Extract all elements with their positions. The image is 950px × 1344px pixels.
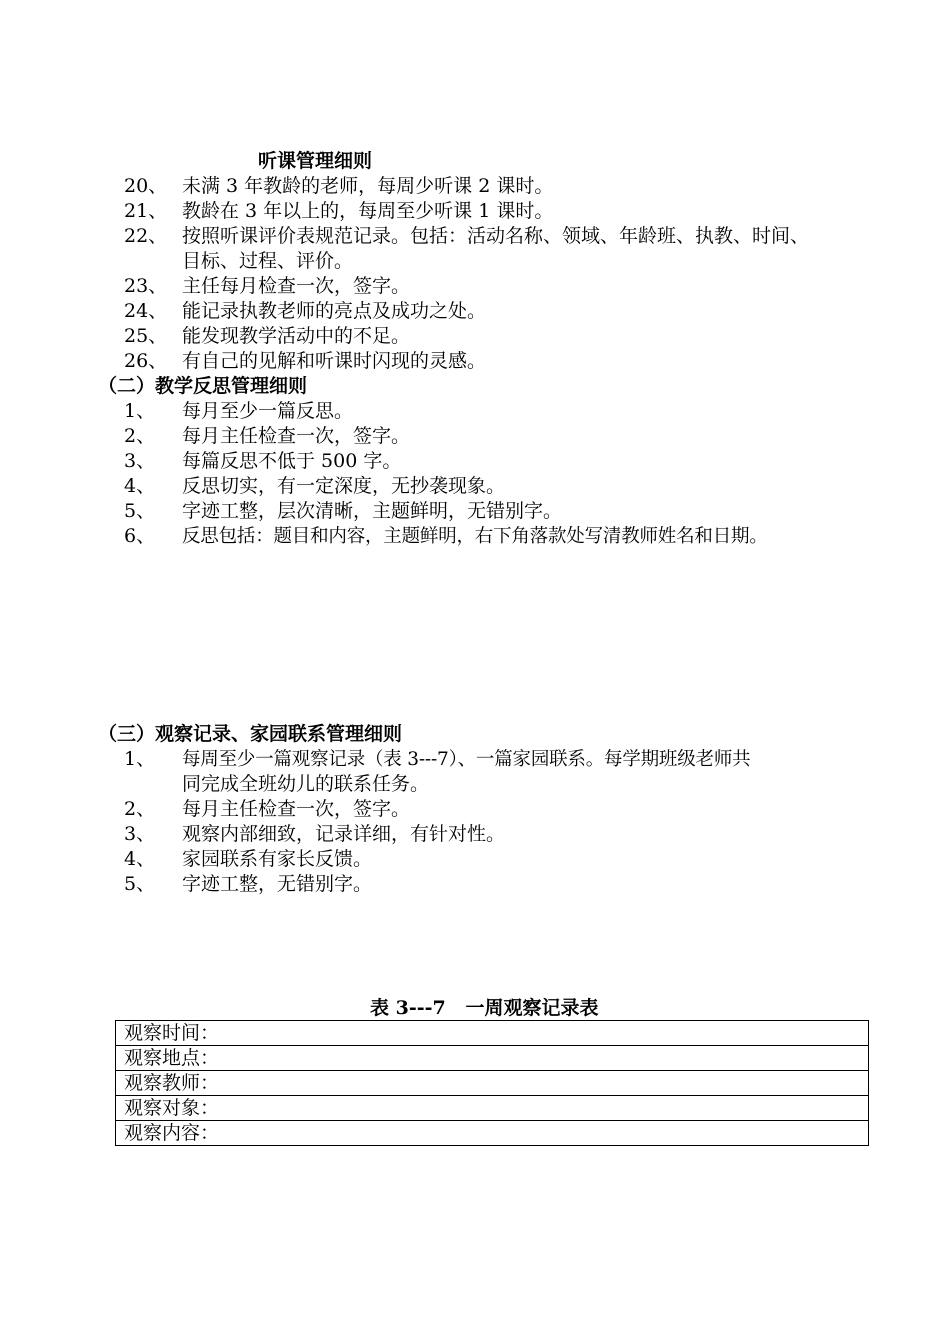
- table-cell-observation-subject: 观察对象：: [116, 1096, 869, 1121]
- list-item-text: 有自己的见解和听课时闪现的灵感。: [182, 350, 487, 372]
- list-item-number: 3、: [124, 823, 156, 845]
- list-item-number: 6、: [124, 525, 156, 547]
- list-item-number: 25、: [124, 325, 168, 347]
- table-cell-observation-teacher: 观察教师：: [116, 1071, 869, 1096]
- list-item-text: 反思切实，有一定深度，无抄袭现象。: [182, 475, 506, 497]
- table-row: [116, 1096, 869, 1121]
- section3-title: （三）观察记录、家园联系管理细则: [98, 723, 403, 745]
- table-cell-observation-place: 观察地点：: [116, 1046, 869, 1071]
- list-item-number: 1、: [124, 748, 156, 770]
- list-item-number: 21、: [124, 200, 168, 222]
- list-item-number: 4、: [124, 848, 156, 870]
- list-item-number: 22、: [124, 225, 168, 247]
- list-item-text: 每篇反思不低于 500 字。: [182, 450, 402, 472]
- list-item-number: 5、: [124, 873, 156, 895]
- list-item-number: 1、: [124, 400, 156, 422]
- list-item-number: 3、: [124, 450, 156, 472]
- observation-record-table: [115, 1020, 869, 1146]
- section1-title: 听课管理细则: [258, 150, 373, 172]
- list-item-text: 字迹工整，层次清晰，主题鲜明，无错别字。: [182, 500, 563, 522]
- table-row: [116, 1071, 869, 1096]
- table-caption: 表 3---7 一周观察记录表: [370, 997, 599, 1019]
- list-item-text: 每月主任检查一次，签字。: [182, 425, 411, 447]
- list-item-text-continued: 目标、过程、评价。: [182, 250, 354, 272]
- list-item-text: 按照听课评价表规范记录。包括：活动名称、领域、年龄班、执教、时间、: [182, 225, 810, 247]
- list-item-number: 2、: [124, 425, 156, 447]
- list-item-number: 2、: [124, 798, 156, 820]
- list-item-text: 主任每月检查一次，签字。: [182, 275, 411, 297]
- table-row: [116, 1121, 869, 1146]
- list-item-text: 每周至少一篇观察记录（表 3---7）、一篇家园联系。每学期班级老师共: [182, 749, 751, 770]
- list-item-number: 24、: [124, 300, 168, 322]
- list-item-number: 23、: [124, 275, 168, 297]
- table-cell-observation-time: 观察时间：: [116, 1021, 869, 1046]
- list-item-text: 每月至少一篇反思。: [182, 400, 354, 422]
- list-item-text: 每月主任检查一次，签字。: [182, 798, 411, 820]
- list-item-number: 4、: [124, 475, 156, 497]
- list-item-text-continued: 同完成全班幼儿的联系任务。: [182, 773, 430, 795]
- list-item-text: 能记录执教老师的亮点及成功之处。: [182, 300, 487, 322]
- list-item-text: 能发现教学活动中的不足。: [182, 325, 411, 347]
- list-item-number: 20、: [124, 175, 168, 197]
- list-item-text: 反思包括：题目和内容，主题鲜明，右下角落款处写清教师姓名和日期。: [182, 526, 768, 547]
- table-row: [116, 1021, 869, 1046]
- list-item-number: 26、: [124, 350, 168, 372]
- list-item-text: 家园联系有家长反馈。: [182, 848, 373, 870]
- list-item-text: 教龄在 3 年以上的，每周至少听课 1 课时。: [182, 200, 554, 222]
- list-item-number: 5、: [124, 500, 156, 522]
- list-item-text: 字迹工整，无错别字。: [182, 873, 373, 895]
- table-row: [116, 1046, 869, 1071]
- section2-title: （二）教学反思管理细则: [98, 375, 308, 397]
- list-item-text: 观察内部细致，记录详细，有针对性。: [182, 823, 506, 845]
- table-cell-observation-content: 观察内容：: [116, 1121, 869, 1146]
- list-item-text: 未满 3 年教龄的老师，每周少听课 2 课时。: [182, 175, 554, 197]
